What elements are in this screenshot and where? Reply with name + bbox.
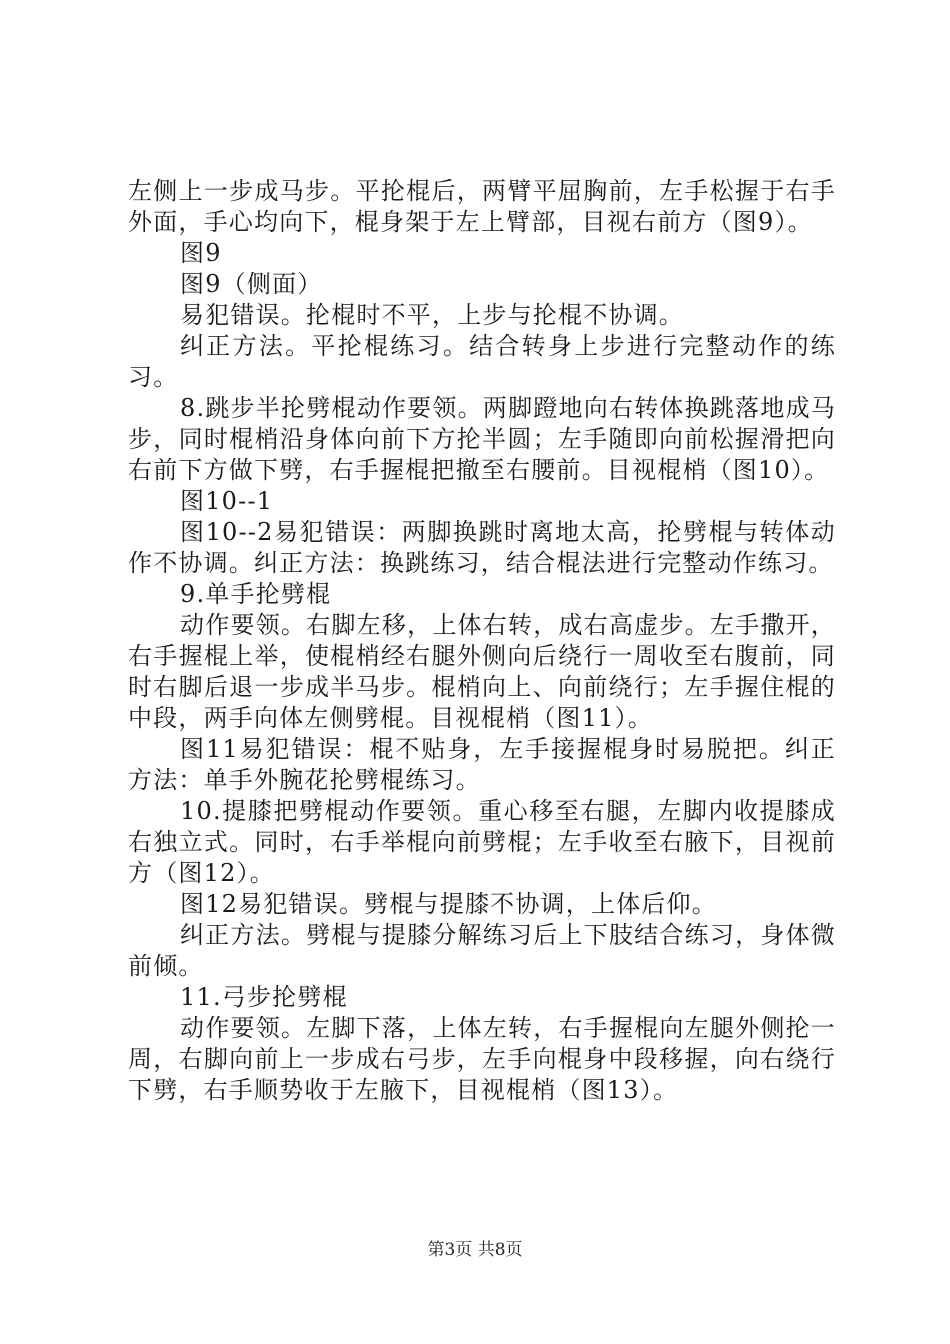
document-body bbox=[128, 176, 836, 1106]
paragraph: 8.跳步半抡劈棍动作要领。两脚蹬地向右转体换跳落地成马步，同时棍梢沿身体向前下方抡半圆；左手随即向前松握滑把向右前下方做下劈，右手握棍把撤至右腰前。目视棍梢（图10）。 bbox=[128, 394, 836, 484]
paragraph: 图11易犯错误：棍不贴身，左手接握棍身时易脱把。纠正方法：单手外腕花抡劈棍练习。 bbox=[128, 735, 836, 794]
paragraph: 图10--2易犯错误：两脚换跳时离地太高，抡劈棍与转体动作不协调。纠正方法：换跳练习，结合棍法进行完整动作练习。 bbox=[128, 518, 836, 577]
paragraph: 纠正方法。平抡棍练习。结合转身上步进行完整动作的练习。 bbox=[128, 332, 836, 391]
paragraph: 左侧上一步成马步。平抡棍后，两臂平屈胸前，左手松握于右手外面，手心均向下，棍身架于左上臂部，目视右前方（图9）。 bbox=[128, 177, 836, 236]
section-heading: 9.单手抡劈棍 bbox=[180, 580, 332, 608]
paragraph: 动作要领。左脚下落，上体左转，右手握棍向左腿外侧抡一周，右脚向前上一步成右弓步，左手向棍身中段移握，向右绕行下劈，右手顺势收于左腋下，目视棍梢（图13）。 bbox=[128, 1014, 836, 1104]
paragraph: 纠正方法。劈棍与提膝分解练习后上下肢结合练习，身体微前倾。 bbox=[128, 921, 836, 980]
section-heading: 11.弓步抡劈棍 bbox=[180, 983, 348, 1011]
paragraph: 10.提膝把劈棍动作要领。重心移至右腿，左脚内收提膝成右独立式。同时，右手举棍向前劈棍；左手收至右腋下，目视前方（图12）。 bbox=[128, 797, 836, 887]
page-number-footer: 第3页 共8页 bbox=[427, 1240, 523, 1260]
figure-caption: 图9（侧面） bbox=[180, 270, 323, 298]
figure-caption: 图9 bbox=[180, 239, 222, 267]
paragraph: 图12易犯错误。劈棍与提膝不协调，上体后仰。 bbox=[180, 890, 717, 918]
paragraph: 易犯错误。抡棍时不平，上步与抡棍不协调。 bbox=[180, 301, 684, 329]
paragraph: 动作要领。右脚左移，上体右转，成右高虚步。左手撒开，右手握棍上举，使棍梢经右腿外侧向后绕行一周收至右腹前，同时右脚后退一步成半马步。棍梢向上、向前绕行；左手握住棍的中段，两手向体左侧劈棍。目视棍梢（图11）。 bbox=[128, 611, 836, 732]
figure-caption: 图10--1 bbox=[180, 487, 274, 515]
